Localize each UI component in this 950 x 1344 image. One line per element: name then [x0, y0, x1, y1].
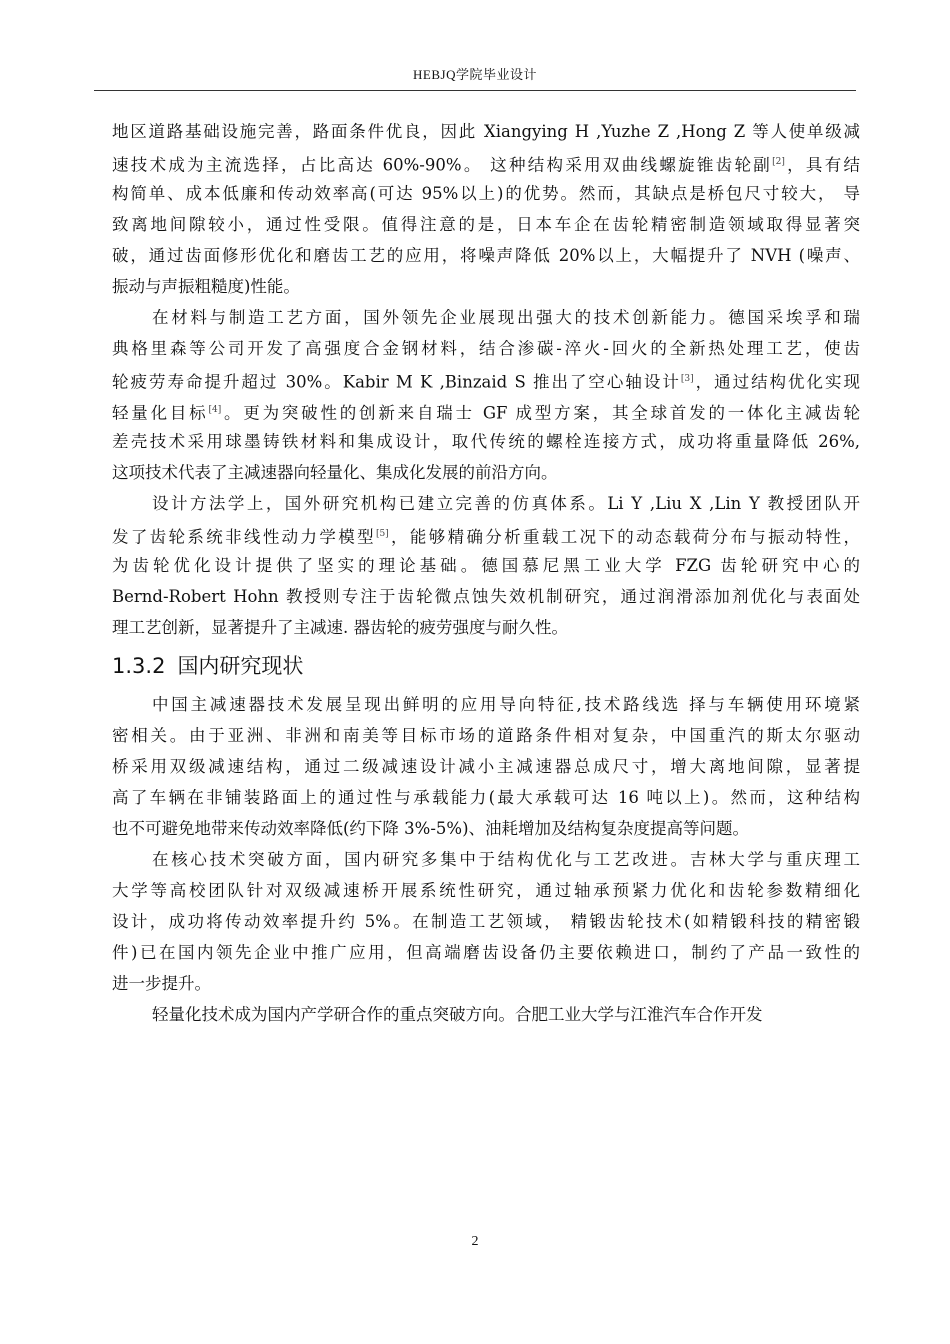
section-title: 国内研究现状	[177, 654, 304, 678]
citation-marker: [3]	[680, 374, 694, 384]
text-line: 高了车辆在非铺装路面上的通过性与承载能力(最大承载可达 16 吨以上)。然而，这种结构	[112, 788, 860, 807]
text-line: 振动与声振粗糙度)性能。	[112, 277, 300, 296]
paragraph	[112, 302, 860, 488]
text-line: 在核心技术突破方面，国内研究多集中于结构优化与工艺改进。吉林大学与重庆理工	[152, 850, 860, 869]
text-line: 典格里森等公司开发了高强度合金钢材料，结合渗碳-淬火-回火的全新热处理工艺，使齿	[112, 339, 860, 358]
text-line: 桥采用双级减速结构，通过二级减速设计减小主减速器总成尺寸，增大离地间隙，显著提	[112, 757, 860, 776]
document-body	[112, 116, 860, 1030]
text-line: 设计，成功将传动效率提升约 5%。在制造工艺领域， 精锻齿轮技术(如精锻科技的精密锻	[112, 912, 860, 931]
text-line: 发了齿轮系统非线性动力学模型[5]，能够精确分析重载工况下的动态载荷分布与振动特性，	[112, 527, 860, 547]
text-line: 差壳技术采用球墨铸铁材料和集成设计，取代传统的螺栓连接方式，成功将重量降低 26%,	[112, 432, 860, 451]
header-divider	[94, 90, 856, 91]
section-heading	[112, 643, 860, 689]
text-line: 中国主减速器技术发展呈现出鲜明的应用导向特征,技术路线选 择与车辆使用环境紧	[152, 695, 860, 714]
text-line: 密相关。由于亚洲、非洲和南美等目标市场的道路条件相对复杂，中国重汽的斯太尔驱动	[112, 726, 860, 745]
section-number: 1.3.2	[112, 654, 166, 678]
text-line: Bernd-Robert Hohn 教授则专注于齿轮微点蚀失效机制研究，通过润滑添加剂优化与表面处	[112, 587, 860, 606]
text-line: 这项技术代表了主减速器向轻量化、集成化发展的前沿方向。	[112, 463, 558, 482]
text-line: 轮疲劳寿命提升超过 30%。Kabir M K ,Binzaid S 推出了空心轴设计[3]，通过结构优化实现	[112, 372, 860, 392]
text-line: 也不可避免地带来传动效率降低(约下降 3%-5%)、油耗增加及结构复杂度提高等问题。	[112, 819, 750, 838]
paragraph	[112, 689, 860, 844]
text-line: 致离地间隙较小，通过性受限。值得注意的是，日本车企在齿轮精密制造领域取得显著突	[112, 215, 860, 234]
text-line: 进一步提升。	[112, 974, 211, 993]
text-line: 大学等高校团队针对双级减速桥开展系统性研究，通过轴承预紧力优化和齿轮参数精细化	[112, 881, 860, 900]
text-line: 构简单、成本低廉和传动效率高(可达 95%以上)的优势。然而，其缺点是桥包尺寸较大， 导	[112, 184, 860, 203]
page-header: HEBJQ学院毕业设计	[413, 67, 537, 82]
paragraph	[112, 844, 860, 999]
text-line: 地区道路基础设施完善，路面条件优良，因此 Xiangying H ,Yuzhe Z ,Hong Z 等人使单级减	[112, 122, 860, 141]
text-line: 设计方法学上，国外研究机构已建立完善的仿真体系。Li Y ,Liu X ,Lin Y 教授团队开	[152, 494, 860, 513]
citation-marker: [4]	[208, 405, 222, 415]
paragraph	[112, 116, 860, 302]
text-line: 轻量化目标[4]。更为突破性的创新来自瑞士 GF 成型方案，其全球首发的一体化主减齿轮	[112, 403, 860, 423]
text-line: 速技术成为主流选择，占比高达 60%-90%。 这种结构采用双曲线螺旋锥齿轮副[2]，具有结	[112, 155, 860, 175]
text-line: 轻量化技术成为国内产学研合作的重点突破方向。合肥工业大学与江淮汽车合作开发	[152, 1005, 763, 1024]
citation-marker: [2]	[772, 157, 785, 167]
text-line: 件)已在国内领先企业中推广应用，但高端磨齿设备仍主要依赖进口，制约了产品一致性的	[112, 943, 860, 962]
text-line: 在材料与制造工艺方面，国外领先企业展现出强大的技术创新能力。德国采埃孚和瑞	[152, 308, 860, 327]
paragraph-group-domestic	[112, 689, 860, 1030]
paragraph	[112, 999, 860, 1030]
page-number: 2	[471, 1234, 479, 1249]
text-line: 破，通过齿面修形优化和磨齿工艺的应用，将噪声降低 20%以上，大幅提升了 NVH (噪声、	[112, 246, 860, 265]
paragraph	[112, 488, 860, 643]
paragraph-group-foreign	[112, 116, 860, 643]
text-line: 理工艺创新，显著提升了主减速. 器齿轮的疲劳强度与耐久性。	[112, 618, 568, 637]
citation-marker: [5]	[375, 529, 389, 539]
text-line: 为齿轮优化设计提供了坚实的理论基础。德国慕尼黑工业大学 FZG 齿轮研究中心的	[112, 556, 860, 575]
